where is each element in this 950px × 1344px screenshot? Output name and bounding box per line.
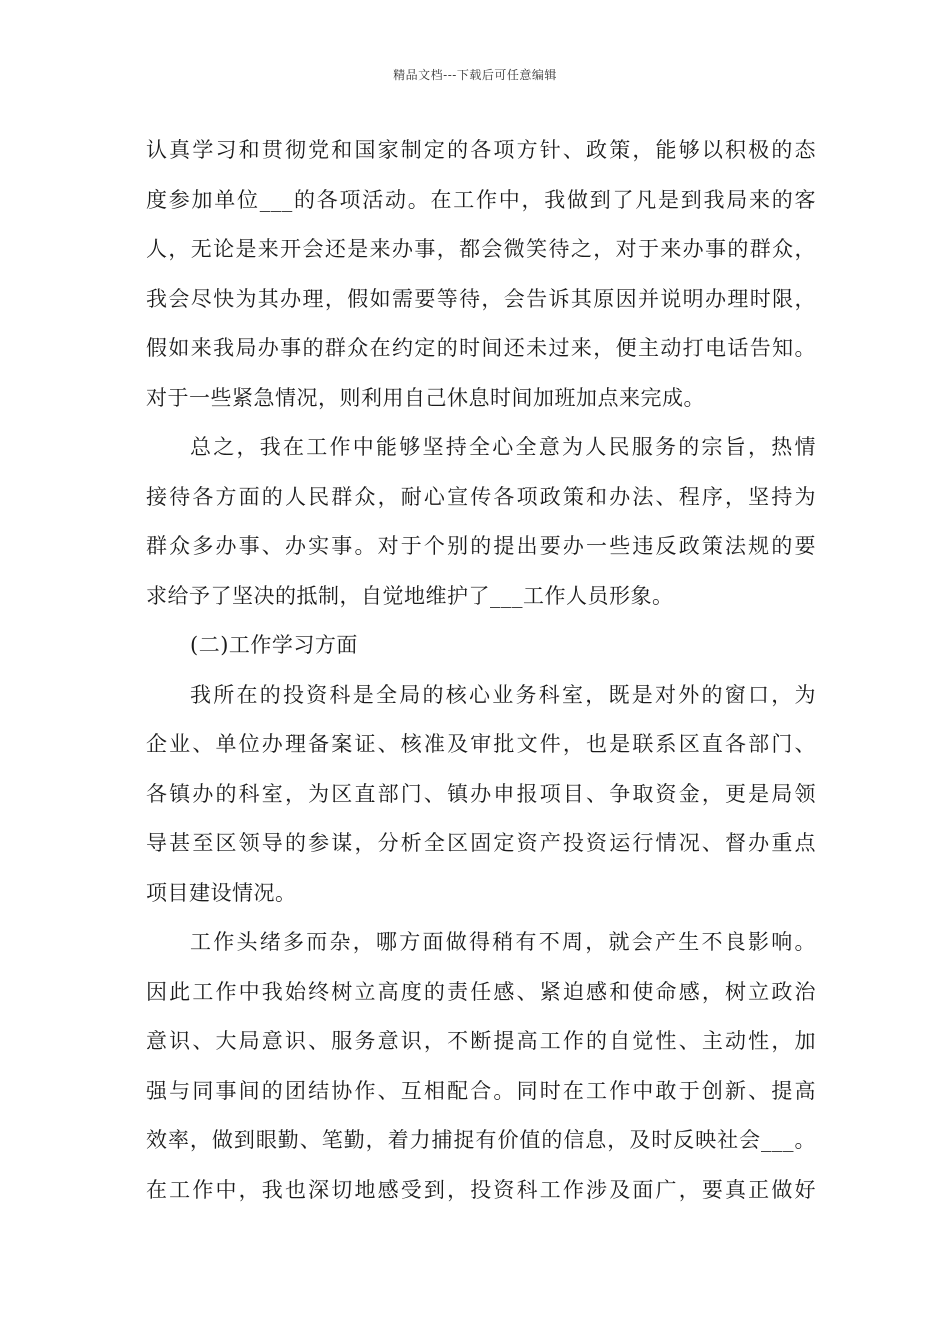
text-line: 求给予了坚决的抵制，自觉地维护了___工作人员形象。 [146, 583, 674, 608]
text-line: 人，无论是来开会还是来办事，都会微笑待之，对于来办事的群众， [146, 237, 816, 261]
page-header: 精品文档---下载后可任意编辑 [393, 68, 557, 82]
text-line: 在工作中，我也深切地感受到，投资科工作涉及面广，要真正做好 [146, 1177, 816, 1202]
text-line: 假如来我局办事的群众在约定的时间还未过来，便主动打电话告知。 [146, 336, 816, 360]
document-body [146, 126, 816, 1215]
text-line: 我所在的投资科是全局的核心业务科室，既是对外的窗口，为 [190, 682, 816, 707]
text-line: 接待各方面的人民群众，耐心宣传各项政策和办法、程序，坚持为 [146, 484, 816, 509]
text-line: 强与同事间的团结协作、互相配合。同时在工作中敢于创新、提高 [146, 1078, 816, 1103]
text-line: 意识、大局意识、服务意识，不断提高工作的自觉性、主动性，加 [146, 1029, 816, 1053]
text-line: 群众多办事、办实事。对于个别的提出要办一些违反政策法规的要 [146, 534, 816, 558]
text-line: 对于一些紧急情况，则利用自己休息时间加班加点来完成。 [146, 385, 705, 410]
text-line: (二)工作学习方面 [190, 633, 358, 657]
text-line: 企业、单位办理备案证、核准及审批文件，也是联系区直各部门、 [146, 732, 816, 756]
text-line: 效率，做到眼勤、笔勤，着力捕捉有价值的信息，及时反映社会___。 [146, 1128, 816, 1152]
text-line: 导甚至区领导的参谋，分析全区固定资产投资运行情况、督办重点 [146, 831, 816, 855]
text-line: 各镇办的科室，为区直部门、镇办申报项目、争取资金，更是局领 [146, 781, 816, 806]
text-line: 工作头绪多而杂，哪方面做得稍有不周，就会产生不良影响。 [190, 930, 816, 954]
text-line: 认真学习和贯彻党和国家制定的各项方针、政策，能够以积极的态 [146, 138, 816, 162]
text-line: 我会尽快为其办理，假如需要等待，会告诉其原因并说明办理时限， [146, 286, 816, 311]
text-line: 总之，我在工作中能够坚持全心全意为人民服务的宗旨，热情 [190, 435, 816, 459]
text-line: 因此工作中我始终树立高度的责任感、紧迫感和使命感，树立政治 [146, 979, 816, 1004]
text-line: 度参加单位___的各项活动。在工作中，我做到了凡是到我局来的客 [146, 187, 816, 212]
text-line: 项目建设情况。 [146, 880, 297, 905]
